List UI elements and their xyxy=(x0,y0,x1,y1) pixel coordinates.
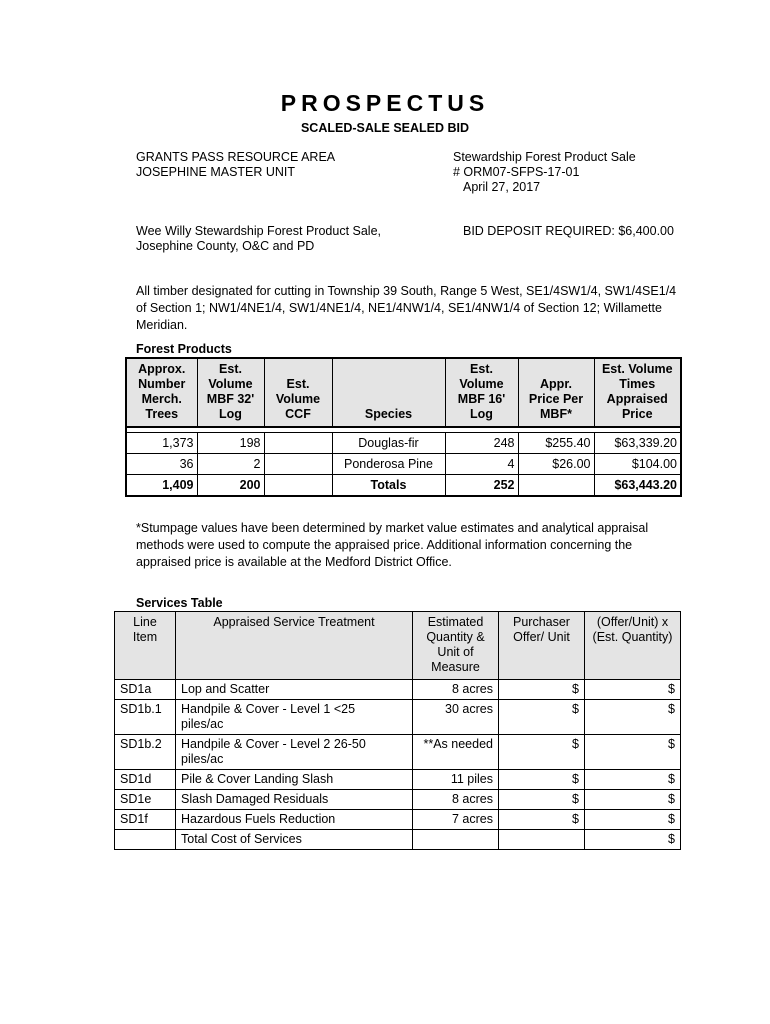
cell-species: Totals xyxy=(332,475,445,497)
cell-treatment: Pile & Cover Landing Slash xyxy=(176,770,413,790)
cell-treatment: Lop and Scatter xyxy=(176,680,413,700)
col-header-volume-32: Est. Volume MBF 32' Log xyxy=(197,358,264,427)
cell-ccf xyxy=(264,454,332,475)
table-row xyxy=(115,700,681,735)
cell-quantity: 30 acres xyxy=(413,700,499,735)
cell-trees: 36 xyxy=(126,454,197,475)
cell-line-item: SD1f xyxy=(115,810,176,830)
table-row xyxy=(115,735,681,770)
cell-offer: $ xyxy=(499,735,585,770)
cell-offer: $ xyxy=(499,790,585,810)
sale-date: April 27, 2017 xyxy=(463,180,541,194)
col-header-price: Appr. Price Per MBF* xyxy=(518,358,594,427)
cell-volume-32: 198 xyxy=(197,433,264,454)
description-line: of Section 1; NW1/4NE1/4, SW1/4NE1/4, NE1/4NW1/4, SE1/4NW1/4 of Section 12; Willamette xyxy=(136,301,662,315)
col-header-ccf: Est. Volume CCF xyxy=(264,358,332,427)
cell-volume-16: 4 xyxy=(445,454,518,475)
legal-description xyxy=(136,283,676,334)
forest-products-heading: Forest Products xyxy=(136,342,232,356)
cell-offer: $ xyxy=(499,810,585,830)
totals-row xyxy=(126,475,681,497)
table-row xyxy=(115,680,681,700)
cell-line-item: SD1e xyxy=(115,790,176,810)
col-header-offer: Purchaser Offer/ Unit xyxy=(499,612,585,680)
col-header-quantity: Estimated Quantity & Unit of Measure xyxy=(413,612,499,680)
cell-quantity: 8 acres xyxy=(413,790,499,810)
cell-line-item: SD1b.2 xyxy=(115,735,176,770)
cell-line-item: SD1a xyxy=(115,680,176,700)
cell-species: Ponderosa Pine xyxy=(332,454,445,475)
cell-ccf xyxy=(264,433,332,454)
description-line: Meridian. xyxy=(136,318,188,332)
col-header-appraised-price: Est. Volume Times Appraised Price xyxy=(594,358,681,427)
cell-total-label: Total Cost of Services xyxy=(176,830,413,850)
cell-line-item: SD1b.1 xyxy=(115,700,176,735)
col-header-species: Species xyxy=(332,358,445,427)
sale-number: # ORM07-SFPS-17-01 xyxy=(453,165,580,179)
cell-price: $255.40 xyxy=(518,433,594,454)
cell-line-item: SD1d xyxy=(115,770,176,790)
sale-name: Wee Willy Stewardship Forest Product Sale, xyxy=(136,224,382,238)
col-header-line-item: Line Item xyxy=(115,612,176,680)
cell-quantity: 7 acres xyxy=(413,810,499,830)
col-header-volume-16: Est. Volume MBF 16' Log xyxy=(445,358,518,427)
cell-volume-16: 248 xyxy=(445,433,518,454)
cell-price: $26.00 xyxy=(518,454,594,475)
cell-treatment: Handpile & Cover - Level 2 26-50 piles/ac xyxy=(176,735,413,770)
resource-area: GRANTS PASS RESOURCE AREA xyxy=(136,150,336,164)
cell-appraised-price: $104.00 xyxy=(594,454,681,475)
cell-appraised-price: $63,443.20 xyxy=(594,475,681,497)
cell-offer xyxy=(499,830,585,850)
cell-total: $ xyxy=(585,735,681,770)
cell-total: $ xyxy=(585,790,681,810)
page-subtitle: SCALED-SALE SEALED BID xyxy=(300,121,470,135)
services-table xyxy=(114,611,681,850)
cell-price xyxy=(518,475,594,497)
cell-volume-16: 252 xyxy=(445,475,518,497)
cell-quantity: 11 piles xyxy=(413,770,499,790)
cell-offer: $ xyxy=(499,770,585,790)
cell-line-item xyxy=(115,830,176,850)
forest-products-table xyxy=(125,357,682,497)
table-row xyxy=(115,770,681,790)
table-header-row xyxy=(115,612,681,680)
cell-offer: $ xyxy=(499,680,585,700)
cell-trees: 1,409 xyxy=(126,475,197,497)
cell-total: $ xyxy=(585,810,681,830)
cell-total: $ xyxy=(585,830,681,850)
cell-volume-32: 200 xyxy=(197,475,264,497)
cell-treatment: Hazardous Fuels Reduction xyxy=(176,810,413,830)
cell-ccf xyxy=(264,475,332,497)
description-line: All timber designated for cutting in Township 39 South, Range 5 West, SE1/4SW1/4, SW1/4SE1/4 xyxy=(136,284,677,298)
cell-trees: 1,373 xyxy=(126,433,197,454)
cell-total: $ xyxy=(585,680,681,700)
cell-quantity: 8 acres xyxy=(413,680,499,700)
cell-offer: $ xyxy=(499,700,585,735)
page-title: PROSPECTUS xyxy=(280,90,490,116)
cell-total: $ xyxy=(585,700,681,735)
cell-quantity xyxy=(413,830,499,850)
cell-treatment: Handpile & Cover - Level 1 <25 piles/ac xyxy=(176,700,413,735)
bid-deposit: BID DEPOSIT REQUIRED: $6,400.00 xyxy=(463,224,674,238)
cell-quantity: **As needed xyxy=(413,735,499,770)
stumpage-note: *Stumpage values have been determined by market value estimates and analytical appraisal methods were used to compute the appraised price. Additional information concerning the appraised price is available at the Medford District Office. xyxy=(136,521,649,569)
sale-type: Stewardship Forest Product Sale xyxy=(453,150,636,164)
cell-volume-32: 2 xyxy=(197,454,264,475)
cell-appraised-price: $63,339.20 xyxy=(594,433,681,454)
master-unit: JOSEPHINE MASTER UNIT xyxy=(136,165,296,179)
total-cost-row xyxy=(115,830,681,850)
cell-total: $ xyxy=(585,770,681,790)
table-row xyxy=(115,790,681,810)
col-header-total: (Offer/Unit) x (Est. Quantity) xyxy=(585,612,681,680)
col-header-trees: Approx. Number Merch. Trees xyxy=(126,358,197,427)
sale-location: Josephine County, O&C and PD xyxy=(136,239,315,253)
table-header-row xyxy=(126,358,681,427)
cell-species: Douglas-fir xyxy=(332,433,445,454)
table-row xyxy=(115,810,681,830)
table-row xyxy=(126,454,681,475)
cell-treatment: Slash Damaged Residuals xyxy=(176,790,413,810)
services-table-heading: Services Table xyxy=(136,596,223,610)
col-header-treatment: Appraised Service Treatment xyxy=(176,612,413,680)
table-row xyxy=(126,433,681,454)
